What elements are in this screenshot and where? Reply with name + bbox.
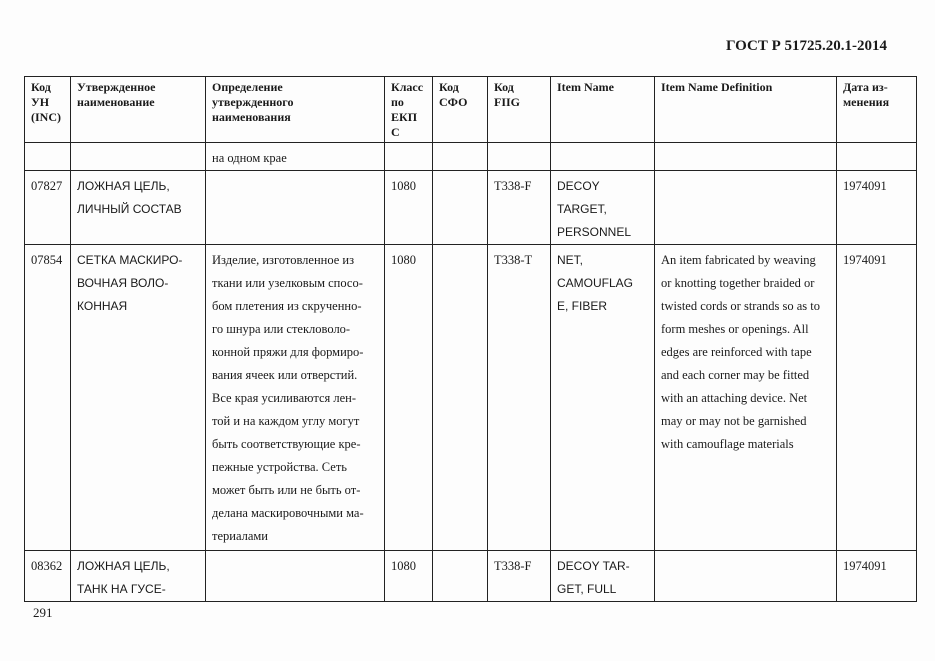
cell-fiig-code: T338-F <box>488 551 551 602</box>
cell-definition: Изделие, изготовленное из ткани или узелковым спосо- бом плетения из скрученно- го шнура или стекловоло- конной пряжи для формиро- вания ячеек или отверстий. Все края усиливаются лен- той и на каждом углу могут быть соответствующие кре- пежные устройства. Сеть может быть или не быть от- делана маскировочными ма- териалами <box>206 245 385 551</box>
cell-definition: на одном крае <box>206 143 385 171</box>
cell-item-name-definition <box>655 171 837 245</box>
cell-approved-name <box>71 143 206 171</box>
header-change-date: Дата из- менения <box>837 77 917 143</box>
header-item-name: Item Name <box>551 77 655 143</box>
cell-change-date <box>837 143 917 171</box>
cell-inc: 08362 <box>25 551 71 602</box>
table-row <box>25 245 917 551</box>
cell-item-name-definition <box>655 551 837 602</box>
table-row <box>25 171 917 245</box>
table-row <box>25 551 917 602</box>
cell-change-date: 1974091 <box>837 245 917 551</box>
cell-approved-name: ЛОЖНАЯ ЦЕЛЬ, ТАНК НА ГУСЕ- <box>71 551 206 602</box>
cell-ekps-class: 1080 <box>385 171 433 245</box>
cell-fiig-code <box>488 143 551 171</box>
cell-sfo-code <box>433 143 488 171</box>
cell-item-name-definition <box>655 143 837 171</box>
table-row-continuation <box>25 143 917 171</box>
header-fiig-code: Код FIIG <box>488 77 551 143</box>
header-approved-name: Утвержденное наименование <box>71 77 206 143</box>
cell-sfo-code <box>433 171 488 245</box>
header-inc: Код УН (INC) <box>25 77 71 143</box>
cell-item-name: NET, CAMOUFLAG E, FIBER <box>551 245 655 551</box>
cell-inc <box>25 143 71 171</box>
cell-sfo-code <box>433 245 488 551</box>
cell-ekps-class: 1080 <box>385 245 433 551</box>
cell-item-name-definition: An item fabricated by weaving or knotting together braided or twisted cords or strands so as to form meshes or openings. All edges are reinforced with tape and each corner may be fitted with an attaching device. Net may or may not be garnished with camouflage materials <box>655 245 837 551</box>
cell-item-name: DECOY TARGET, PERSONNEL <box>551 171 655 245</box>
cell-approved-name: ЛОЖНАЯ ЦЕЛЬ, ЛИЧНЫЙ СОСТАВ <box>71 171 206 245</box>
cell-approved-name: СЕТКА МАСКИРО- ВОЧНАЯ ВОЛО- КОННАЯ <box>71 245 206 551</box>
cell-change-date: 1974091 <box>837 171 917 245</box>
cell-inc: 07827 <box>25 171 71 245</box>
cell-fiig-code: T338-T <box>488 245 551 551</box>
page-number: 291 <box>33 605 53 620</box>
cell-ekps-class <box>385 143 433 171</box>
header-sfo-code: Код СФО <box>433 77 488 143</box>
header-definition: Определение утвержденного наименования <box>206 77 385 143</box>
cell-sfo-code <box>433 551 488 602</box>
cell-ekps-class: 1080 <box>385 551 433 602</box>
table-header-row <box>25 77 917 143</box>
cell-definition <box>206 551 385 602</box>
header-item-name-definition: Item Name Definition <box>655 77 837 143</box>
header-ekps-class: Класс по ЕКП С <box>385 77 433 143</box>
document-code: ГОСТ Р 51725.20.1-2014 <box>725 38 887 54</box>
nomenclature-table <box>24 76 917 602</box>
cell-fiig-code: T338-F <box>488 171 551 245</box>
cell-definition <box>206 171 385 245</box>
cell-inc: 07854 <box>25 245 71 551</box>
cell-item-name <box>551 143 655 171</box>
cell-change-date: 1974091 <box>837 551 917 602</box>
cell-item-name: DECOY TAR- GET, FULL <box>551 551 655 602</box>
